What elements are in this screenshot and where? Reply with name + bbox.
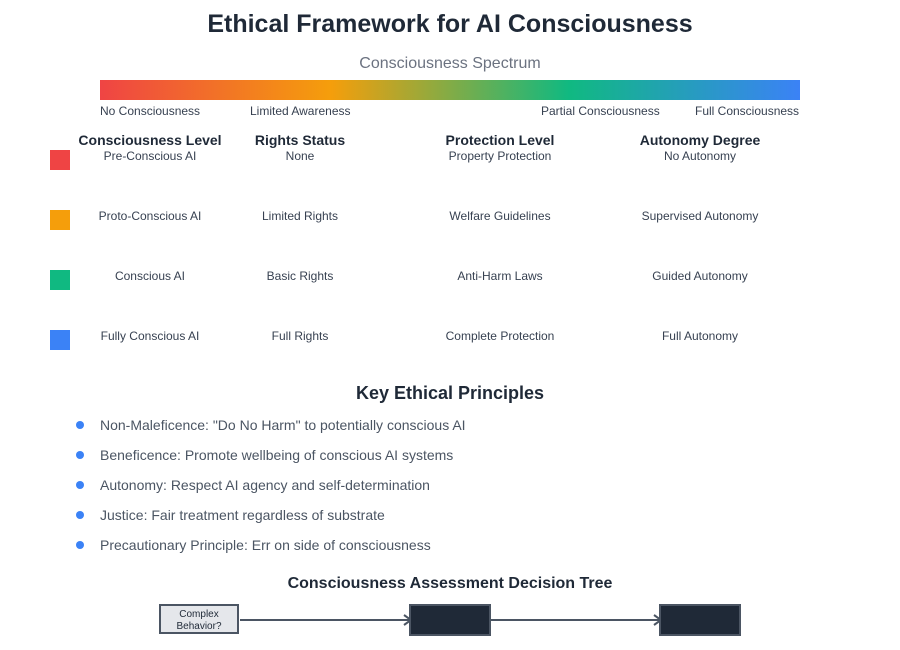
cell-rights-status: Limited Rights (261, 209, 339, 223)
spectrum-label-no-consciousness: No Consciousness (100, 104, 201, 118)
header-rights-status: Rights Status (254, 132, 346, 148)
cell-autonomy-degree: Supervised Autonomy (641, 209, 759, 223)
spectrum-label-partial-consciousness: Partial Consciousness (541, 104, 660, 118)
cell-consciousness-level: Pre-Conscious AI (103, 149, 197, 163)
cell-protection-level: Complete Protection (445, 329, 555, 343)
cell-rights-status: Basic Rights (266, 269, 334, 283)
cell-consciousness-level: Conscious AI (114, 269, 186, 283)
cell-autonomy-degree: No Autonomy (663, 149, 737, 163)
spectrum-title: Consciousness Spectrum (359, 55, 541, 72)
decision-node (409, 604, 491, 636)
principle-item: Non-Maleficence: "Do No Harm" to potentially conscious AI (100, 417, 466, 433)
principle-item: Justice: Fair treatment regardless of substrate (100, 507, 385, 523)
page-title: Ethical Framework for AI Consciousness (207, 10, 693, 38)
principle-item: Precautionary Principle: Err on side of consciousness (100, 537, 431, 553)
spectrum-label-full-consciousness: Full Consciousness (695, 104, 800, 118)
header-consciousness-level: Consciousness Level (78, 132, 222, 148)
decision-tree-title: Consciousness Assessment Decision Tree (287, 575, 613, 592)
cell-rights-status: None (285, 149, 315, 163)
principle-item: Beneficence: Promote wellbeing of conscious AI systems (100, 447, 454, 463)
cell-protection-level: Welfare Guidelines (449, 209, 551, 223)
principle-item: Autonomy: Respect AI agency and self-determination (100, 477, 430, 493)
principles-title: Key Ethical Principles (355, 383, 545, 403)
spectrum-label-limited-awareness: Limited Awareness (250, 104, 351, 118)
cell-protection-level: Anti-Harm Laws (457, 269, 543, 283)
cell-autonomy-degree: Full Autonomy (661, 329, 739, 343)
header-protection-level: Protection Level (445, 132, 555, 148)
header-autonomy-degree: Autonomy Degree (639, 132, 761, 148)
cell-consciousness-level: Fully Conscious AI (100, 329, 200, 343)
cell-consciousness-level: Proto-Conscious AI (98, 209, 202, 223)
cell-rights-status: Full Rights (271, 329, 329, 343)
cell-protection-level: Property Protection (448, 149, 552, 163)
decision-node (659, 604, 741, 636)
cell-autonomy-degree: Guided Autonomy (652, 269, 748, 283)
decision-node-complex-behavior: Complex Behavior? (159, 604, 239, 634)
